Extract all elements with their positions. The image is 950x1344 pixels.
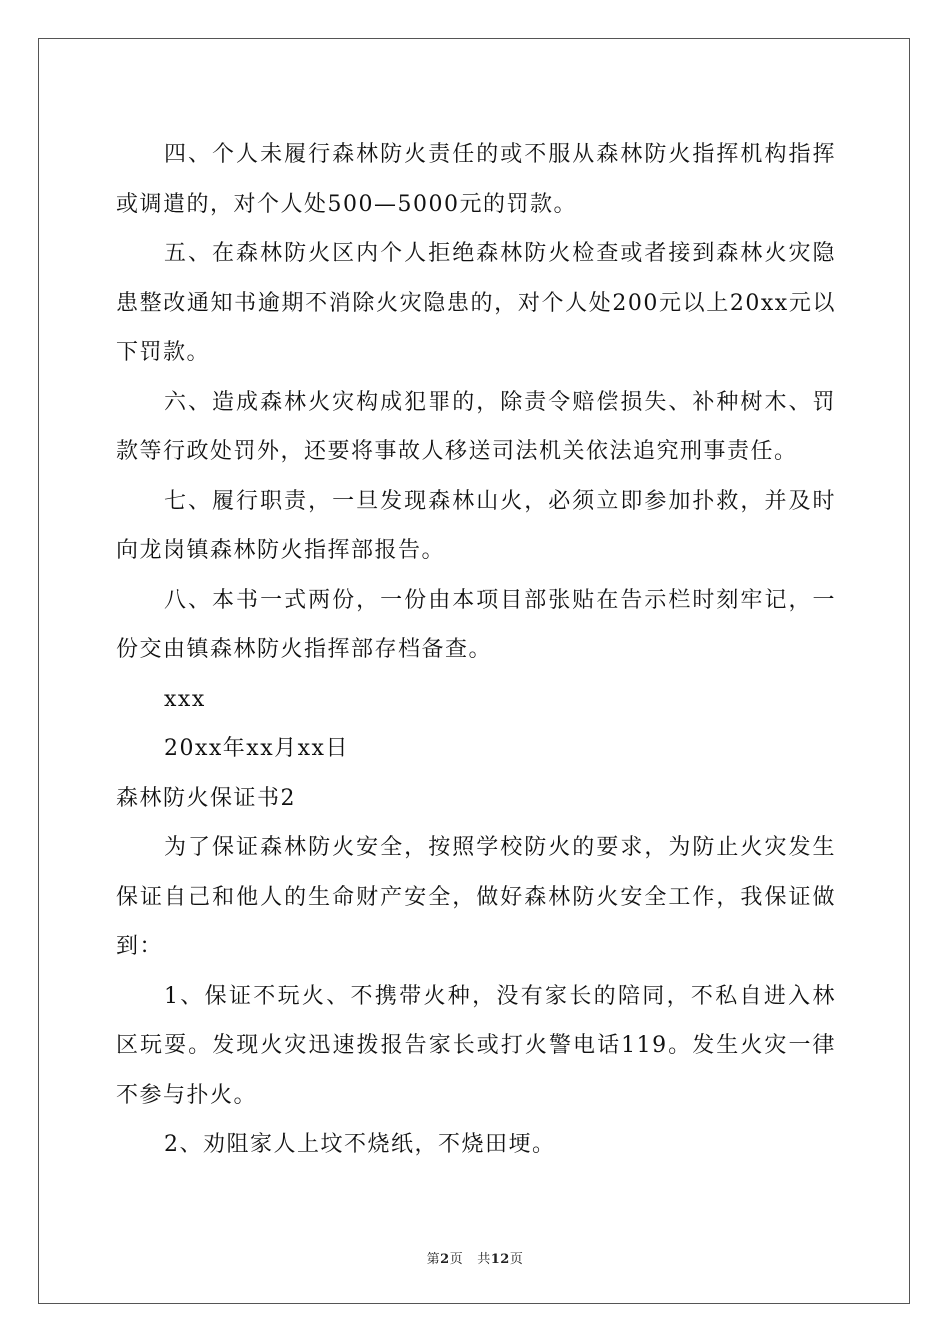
section-intro: 为了保证森林防火安全，按照学校防火的要求，为防止火灾发生保证自己和他人的生命财产安全，做好森林防火安全工作，我保证做到：	[116, 835, 836, 959]
paragraph-5: 五、在森林防火区内个人拒绝森林防火检查或者接到森林火灾隐患整改通知书逾期不消除火灾隐患的，对个人处200元以上20xx元以下罚款。	[116, 241, 836, 365]
paragraph-8: 八、本书一式两份，一份由本项目部张贴在告示栏时刻牢记，一份交由镇森林防火指挥部存档备查。	[116, 587, 836, 662]
paragraph-7: 七、履行职责，一旦发现森林山火，必须立即参加扑救，并及时向龙岗镇森林防火指挥部报告。	[116, 488, 836, 563]
signature: xxx	[164, 686, 206, 712]
footer-prefix: 第	[426, 1252, 441, 1267]
page-footer	[0, 1248, 950, 1267]
paragraph-6: 六、造成森林火灾构成犯罪的，除责令赔偿损失、补种树木、罚款等行政处罚外，还要将事故人移送司法机关依法追究刑事责任。	[116, 389, 836, 464]
total-pages-number: 12	[490, 1252, 510, 1267]
date-line: 20xx年xx月xx日	[164, 736, 349, 761]
current-page-number: 2	[440, 1252, 450, 1267]
footer-total-suffix: 页	[509, 1252, 524, 1267]
footer-total-prefix: 共	[477, 1252, 491, 1267]
section-title: 森林防火保证书2	[116, 785, 296, 811]
section-item-2: 2、劝阻家人上坟不烧纸，不烧田埂。	[164, 1132, 556, 1157]
document-body	[116, 130, 836, 1170]
paragraph-4: 四、个人未履行森林防火责任的或不服从森林防火指挥机构指挥或调遣的，对个人处500—5000元的罚款。	[116, 142, 836, 217]
footer-page-word: 页	[449, 1252, 464, 1267]
section-item-1: 1、保证不玩火、不携带火种，没有家长的陪同，不私自进入林区玩耍。发现火灾迅速拨报告家长或打火警电话119。发生火灾一律不参与扑火。	[116, 983, 836, 1108]
